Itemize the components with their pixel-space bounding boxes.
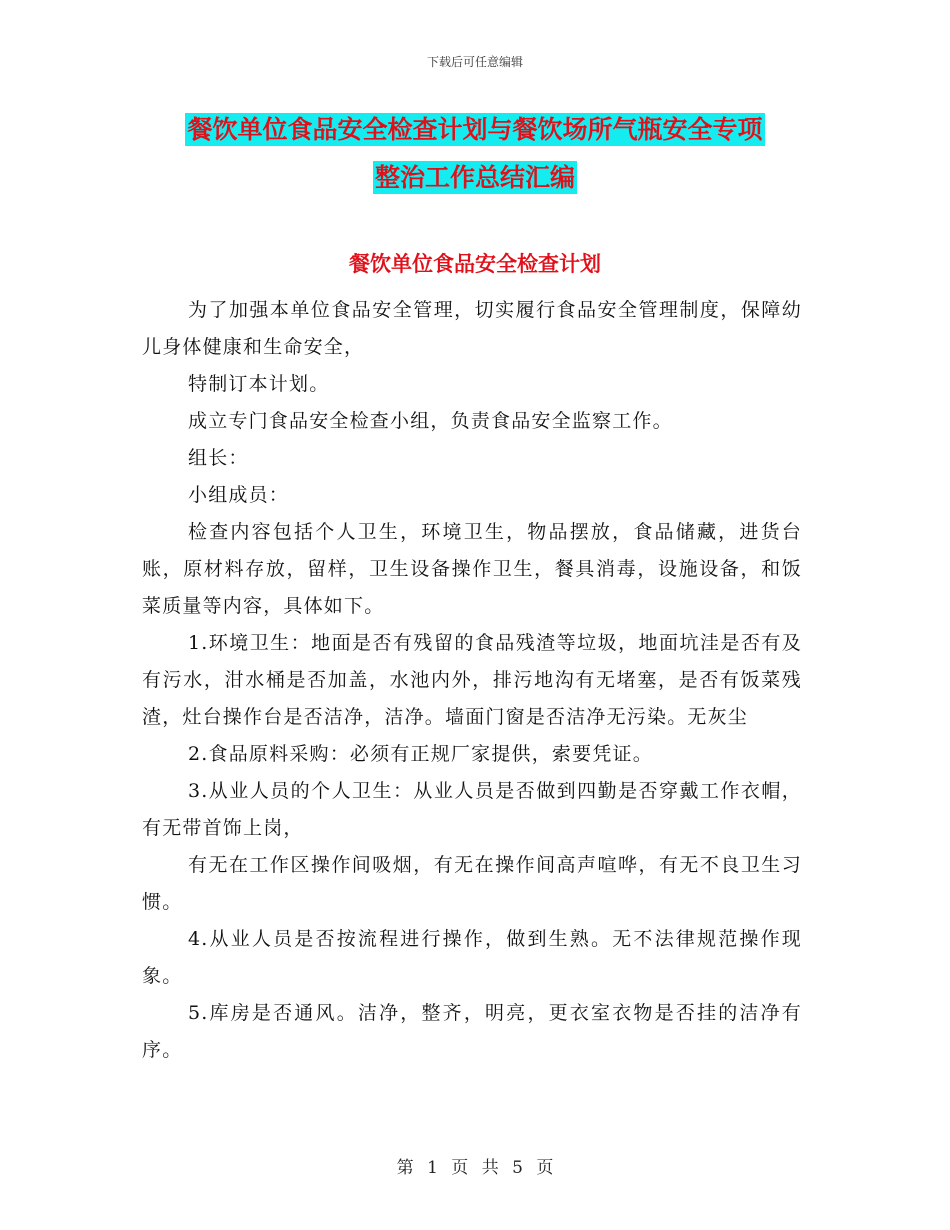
paragraph: 为了加强本单位食品安全管理，切实履行食品安全管理制度，保障幼儿身体健康和生命安全， <box>142 299 802 358</box>
title-line-1: 餐饮单位食品安全检查计划与餐饮场所气瓶安全专项 <box>187 115 763 144</box>
section-title: 餐饮单位食品安全检查计划 <box>349 252 601 276</box>
paragraph: 1.环境卫生：地面是否有残留的食品残渣等垃圾，地面坑洼是否有及有污水，泔水桶是否加盖，水池内外，排污地沟有无堵塞，是否有饭菜残渣，灶台操作台是否洁净，洁净。墙面门窗是否洁净无污染。无灰尘 <box>142 632 802 728</box>
paragraph: 有无在工作区操作间吸烟，有无在操作间高声喧哗，有无不良卫生习惯。 <box>142 854 802 913</box>
title-line-2: 整治工作总结汇编 <box>374 163 575 192</box>
paragraph: 成立专门食品安全检查小组，负责食品安全监察工作。 <box>188 410 673 432</box>
page-footer: 第 1 页 共 5 页 <box>396 1158 554 1178</box>
paragraph: 组长： <box>188 447 249 469</box>
header-note: 下载后可任意编辑 <box>426 55 523 69</box>
paragraph: 2.食品原料采购：必须有正规厂家提供，索要凭证。 <box>188 743 653 765</box>
paragraph: 3.从业人员的个人卫生：从业人员是否做到四勤是否穿戴工作衣帽，有无带首饰上岗， <box>142 780 802 839</box>
document-body <box>142 292 802 1069</box>
paragraph: 5.库房是否通风。洁净，整齐，明亮，更衣室衣物是否挂的洁净有序。 <box>142 1002 802 1061</box>
paragraph: 小组成员： <box>188 484 290 506</box>
paragraph: 检查内容包括个人卫生，环境卫生，物品摆放，食品储藏，进货台账，原材料存放，留样，卫生设备操作卫生，餐具消毒，设施设备，和饭菜质量等内容，具体如下。 <box>142 521 802 617</box>
paragraph: 4.从业人员是否按流程进行操作，做到生熟。无不法律规范操作现象。 <box>142 928 802 987</box>
document-title <box>140 106 810 202</box>
paragraph: 特制订本计划。 <box>188 373 330 395</box>
